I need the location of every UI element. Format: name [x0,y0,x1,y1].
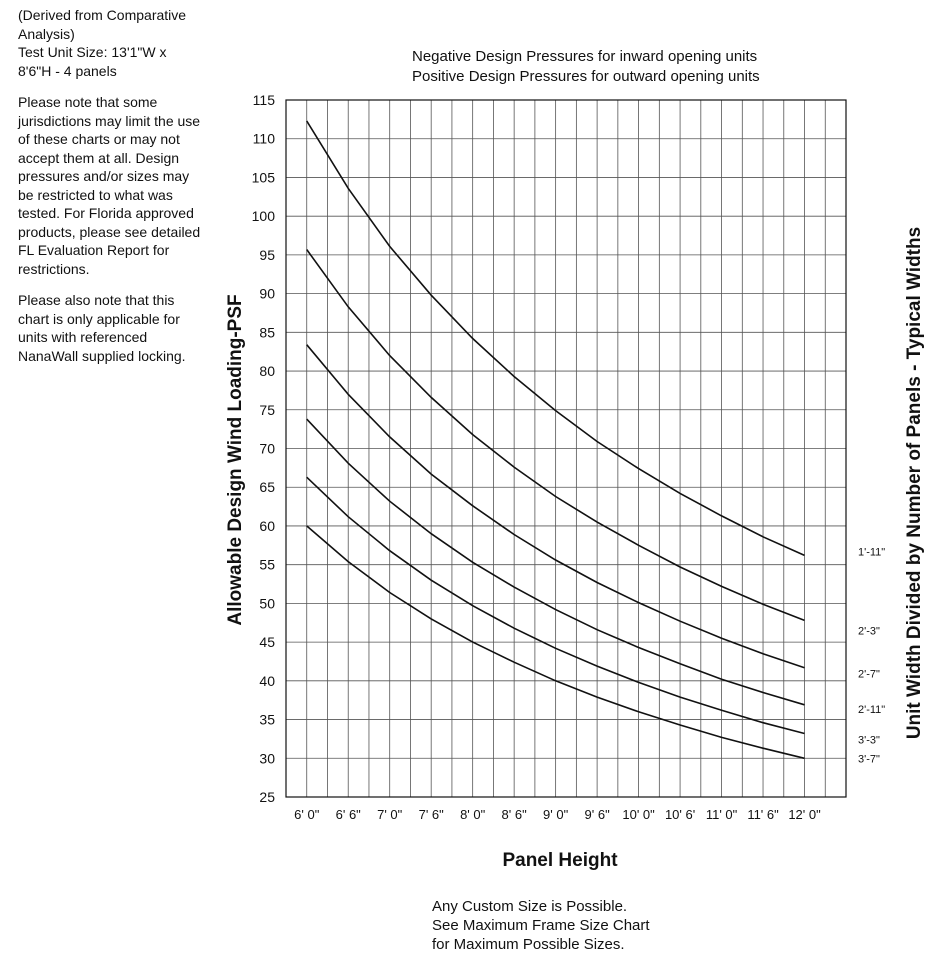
series-label: 3'-3" [858,734,880,747]
series-label: 2'-11" [858,703,886,716]
y-tick-labels [252,92,276,805]
y-tick-label: 90 [259,285,275,302]
x-tick-label: 10' 6' [664,807,696,822]
x-tick-label: 9' 6" [584,807,610,822]
notes-line: tested. For Florida approved [18,205,194,221]
footer-line: See Maximum Frame Size Chart [432,917,650,934]
y-tick-label: 65 [259,479,275,496]
notes-line: jurisdictions may limit the use [18,112,201,129]
y-tick-label: 100 [251,208,275,225]
notes-line: NanaWall supplied locking. [18,347,186,364]
notes-line: (Derived from Comparative [18,7,187,23]
footer-line: Any Custom Size is Possible. [432,898,628,915]
x-tick-label: 8' 6" [501,807,527,822]
series-label: 3'-7" [858,753,880,766]
y-tick-label: 40 [259,672,275,689]
x-axis-title: Panel Height [502,850,618,871]
y-tick-label: 75 [259,401,275,418]
notes-line: be restricted to what was [18,186,173,203]
x-tick-labels [294,807,821,822]
y-tick-label: 50 [259,595,275,612]
y-tick-label: 95 [259,246,275,263]
notes-line: FL Evaluation Report for [18,242,170,258]
notes-line: Please also note that this [18,292,175,308]
y-tick-label: 115 [252,92,275,108]
y-tick-label: 60 [259,517,275,534]
x-tick-label: 7' 0" [377,807,403,822]
x-tick-label: 11' 0" [705,807,738,822]
notes-line: 8'6"H - 4 panels [18,62,117,79]
y-tick-label: 45 [259,634,275,651]
notes-line: units with referenced [18,329,148,345]
series-label: 1'-11" [858,546,886,559]
y-tick-label: 85 [259,324,275,341]
notes-line: Test Unit Size: 13'1"W x [18,44,167,60]
notes-line: chart is only applicable for [18,310,180,327]
y-tick-label: 25 [259,789,275,805]
y-axis-title: Allowable Design Wind Loading-PSF [225,294,246,626]
x-tick-label: 12' 0" [788,807,821,822]
x-tick-label: 6' 0" [294,807,320,822]
series-labels [858,546,885,765]
footer-line: for Maximum Possible Sizes. [432,936,625,953]
x-tick-label: 7' 6" [418,807,444,822]
notes-line: Analysis) [18,25,75,42]
notes-line: products, please see detailed [18,223,201,240]
x-tick-label: 9' 0" [543,807,569,822]
chart-footer [432,897,650,954]
series-label: 2'-3" [858,625,880,638]
notes-line: restrictions. [18,260,90,277]
y-tick-label: 55 [259,556,275,573]
notes-line: Please note that some [18,94,158,110]
y-tick-label: 110 [252,130,275,147]
x-tick-label: 8' 0" [460,807,486,822]
x-tick-label: 11' 6" [747,807,779,822]
header-line-inward: Negative Design Pressures for inward opening units [412,48,758,65]
header-line-outward: Positive Design Pressures for outward opening units [412,68,760,85]
y-tick-label: 30 [259,750,275,767]
y-tick-label: 105 [251,169,275,186]
notes-line: accept them at all. Design [18,149,180,166]
y-tick-label: 80 [259,363,275,380]
y-tick-label: 70 [259,440,275,457]
series-label: 2'-7" [858,668,880,681]
notes-line: pressures and/or sizes may [18,168,190,184]
notes-line: of these charts or may not [18,131,180,147]
x-tick-label: 10' 0" [622,807,655,822]
x-tick-label: 6' 6" [335,807,361,822]
y-tick-label: 35 [259,711,275,728]
secondary-axis-title: Unit Width Divided by Number of Panels - Typical Widths [904,226,925,740]
